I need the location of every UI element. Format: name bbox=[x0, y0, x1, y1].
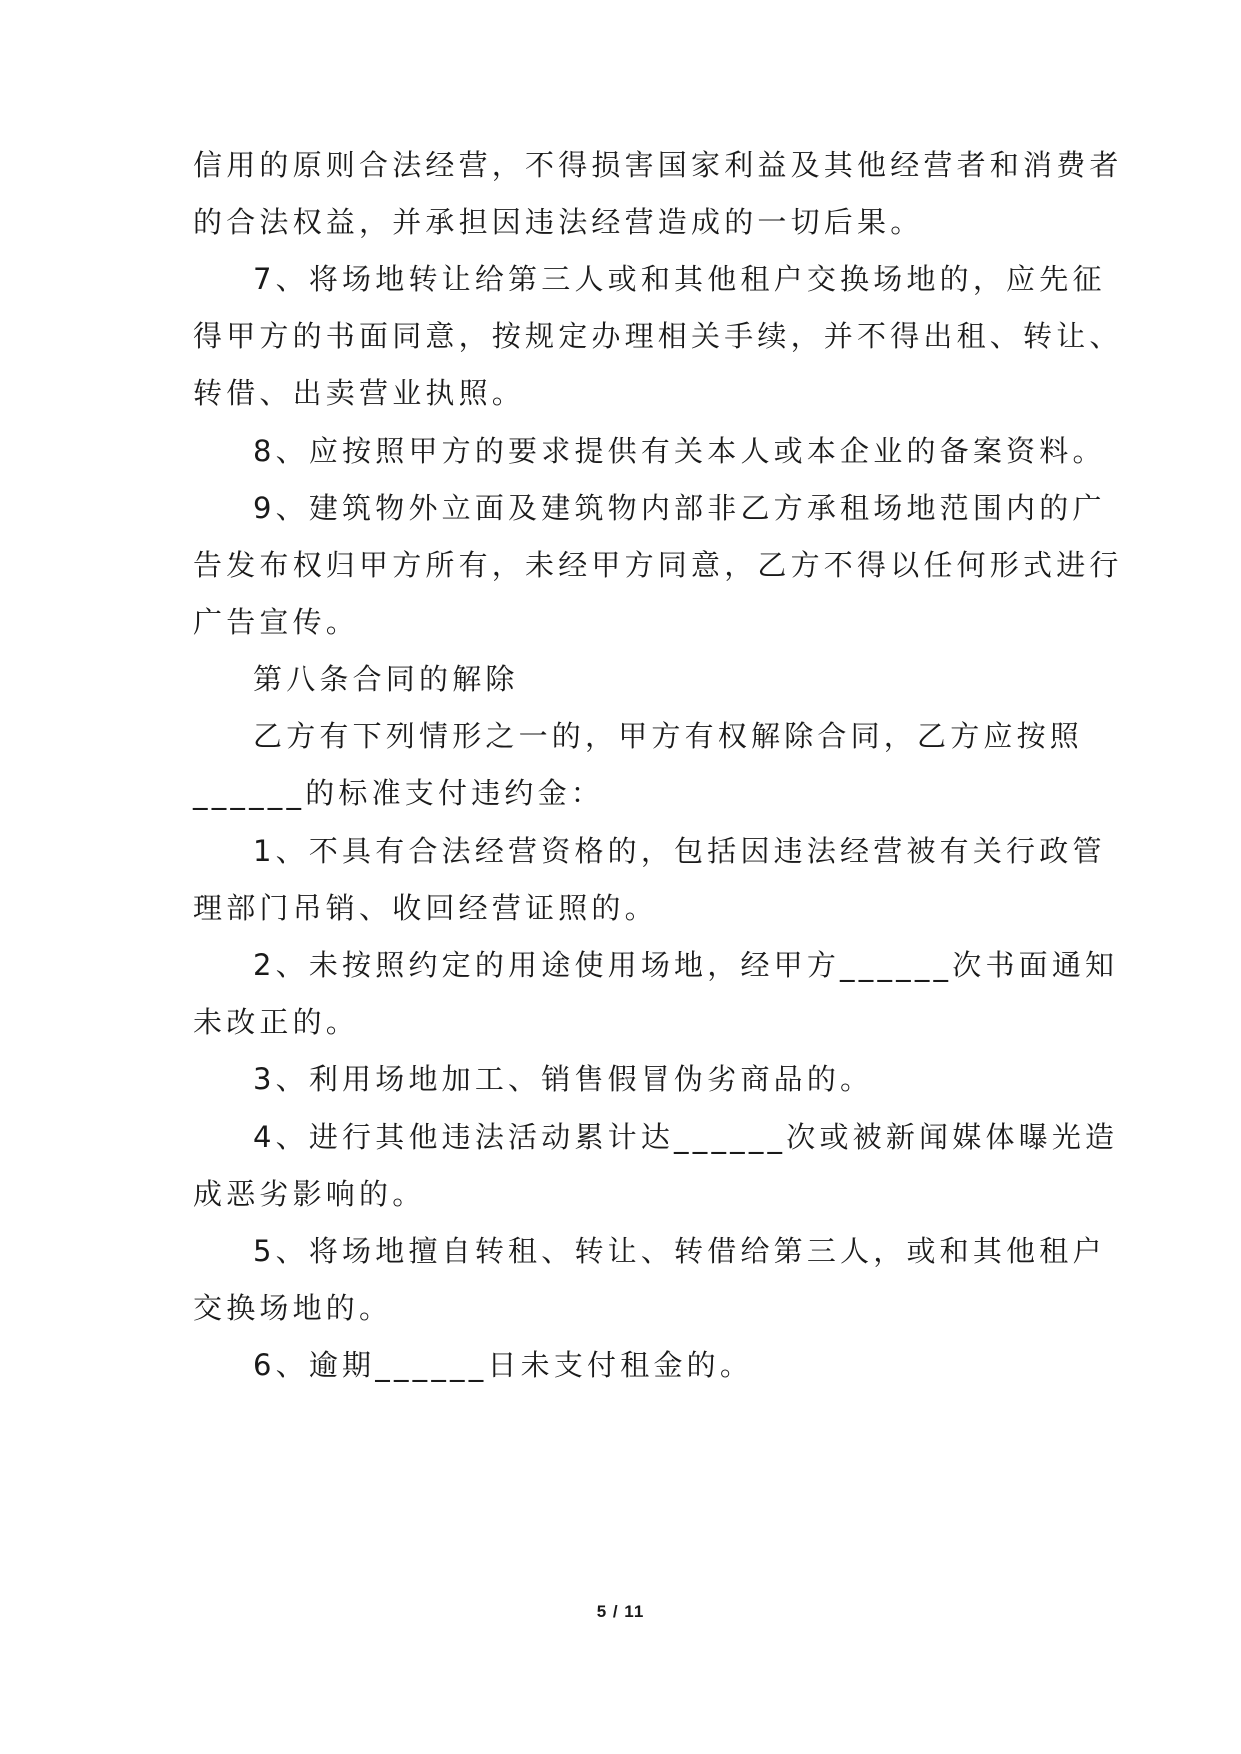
text-line: 得甲方的书面同意，按规定办理相关手续，并不得出租、转让、 bbox=[193, 319, 1123, 353]
text-line: 理部门吊销、收回经营证照的。 bbox=[193, 891, 658, 925]
text-line: 未改正的。 bbox=[193, 1005, 360, 1039]
text-line: 的合法权益，并承担因违法经营造成的一切后果。 bbox=[193, 205, 924, 239]
text-line: 信用的原则合法经营，不得损害国家利益及其他经营者和消费者 bbox=[193, 148, 1123, 182]
text-line: 2、未按照约定的用途使用场地，经甲方______次书面通知 bbox=[253, 948, 1119, 982]
text-line: 3、利用场地加工、销售假冒伪劣商品的。 bbox=[253, 1062, 874, 1096]
text-line: ______的标准支付违约金： bbox=[193, 776, 605, 810]
text-line: 6、逾期______日未支付租金的。 bbox=[253, 1348, 754, 1382]
text-line: 乙方有下列情形之一的，甲方有权解除合同，乙方应按照 bbox=[253, 719, 1084, 753]
text-line: 交换场地的。 bbox=[193, 1291, 393, 1325]
text-line: 广告宣传。 bbox=[193, 605, 360, 639]
text-line: 1、不具有合法经营资格的，包括因违法经营被有关行政管 bbox=[253, 834, 1106, 868]
text-line: 告发布权归甲方所有，未经甲方同意，乙方不得以任何形式进行 bbox=[193, 548, 1123, 582]
text-line: 7、将场地转让给第三人或和其他租户交换场地的，应先征 bbox=[253, 262, 1106, 296]
text-line: 5、将场地擅自转租、转让、转借给第三人，或和其他租户 bbox=[253, 1234, 1106, 1268]
text-line: 4、进行其他违法活动累计达______次或被新闻媒体曝光造 bbox=[253, 1120, 1119, 1154]
text-line: 成恶劣影响的。 bbox=[193, 1177, 426, 1211]
text-line: 9、建筑物外立面及建筑物内部非乙方承租场地范围内的广 bbox=[253, 491, 1106, 525]
section-heading: 第八条合同的解除 bbox=[253, 662, 519, 696]
text-line: 转借、出卖营业执照。 bbox=[193, 376, 526, 410]
page-number: 5 / 11 bbox=[596, 1602, 645, 1621]
text-line: 8、应按照甲方的要求提供有关本人或本企业的备案资料。 bbox=[253, 434, 1106, 468]
